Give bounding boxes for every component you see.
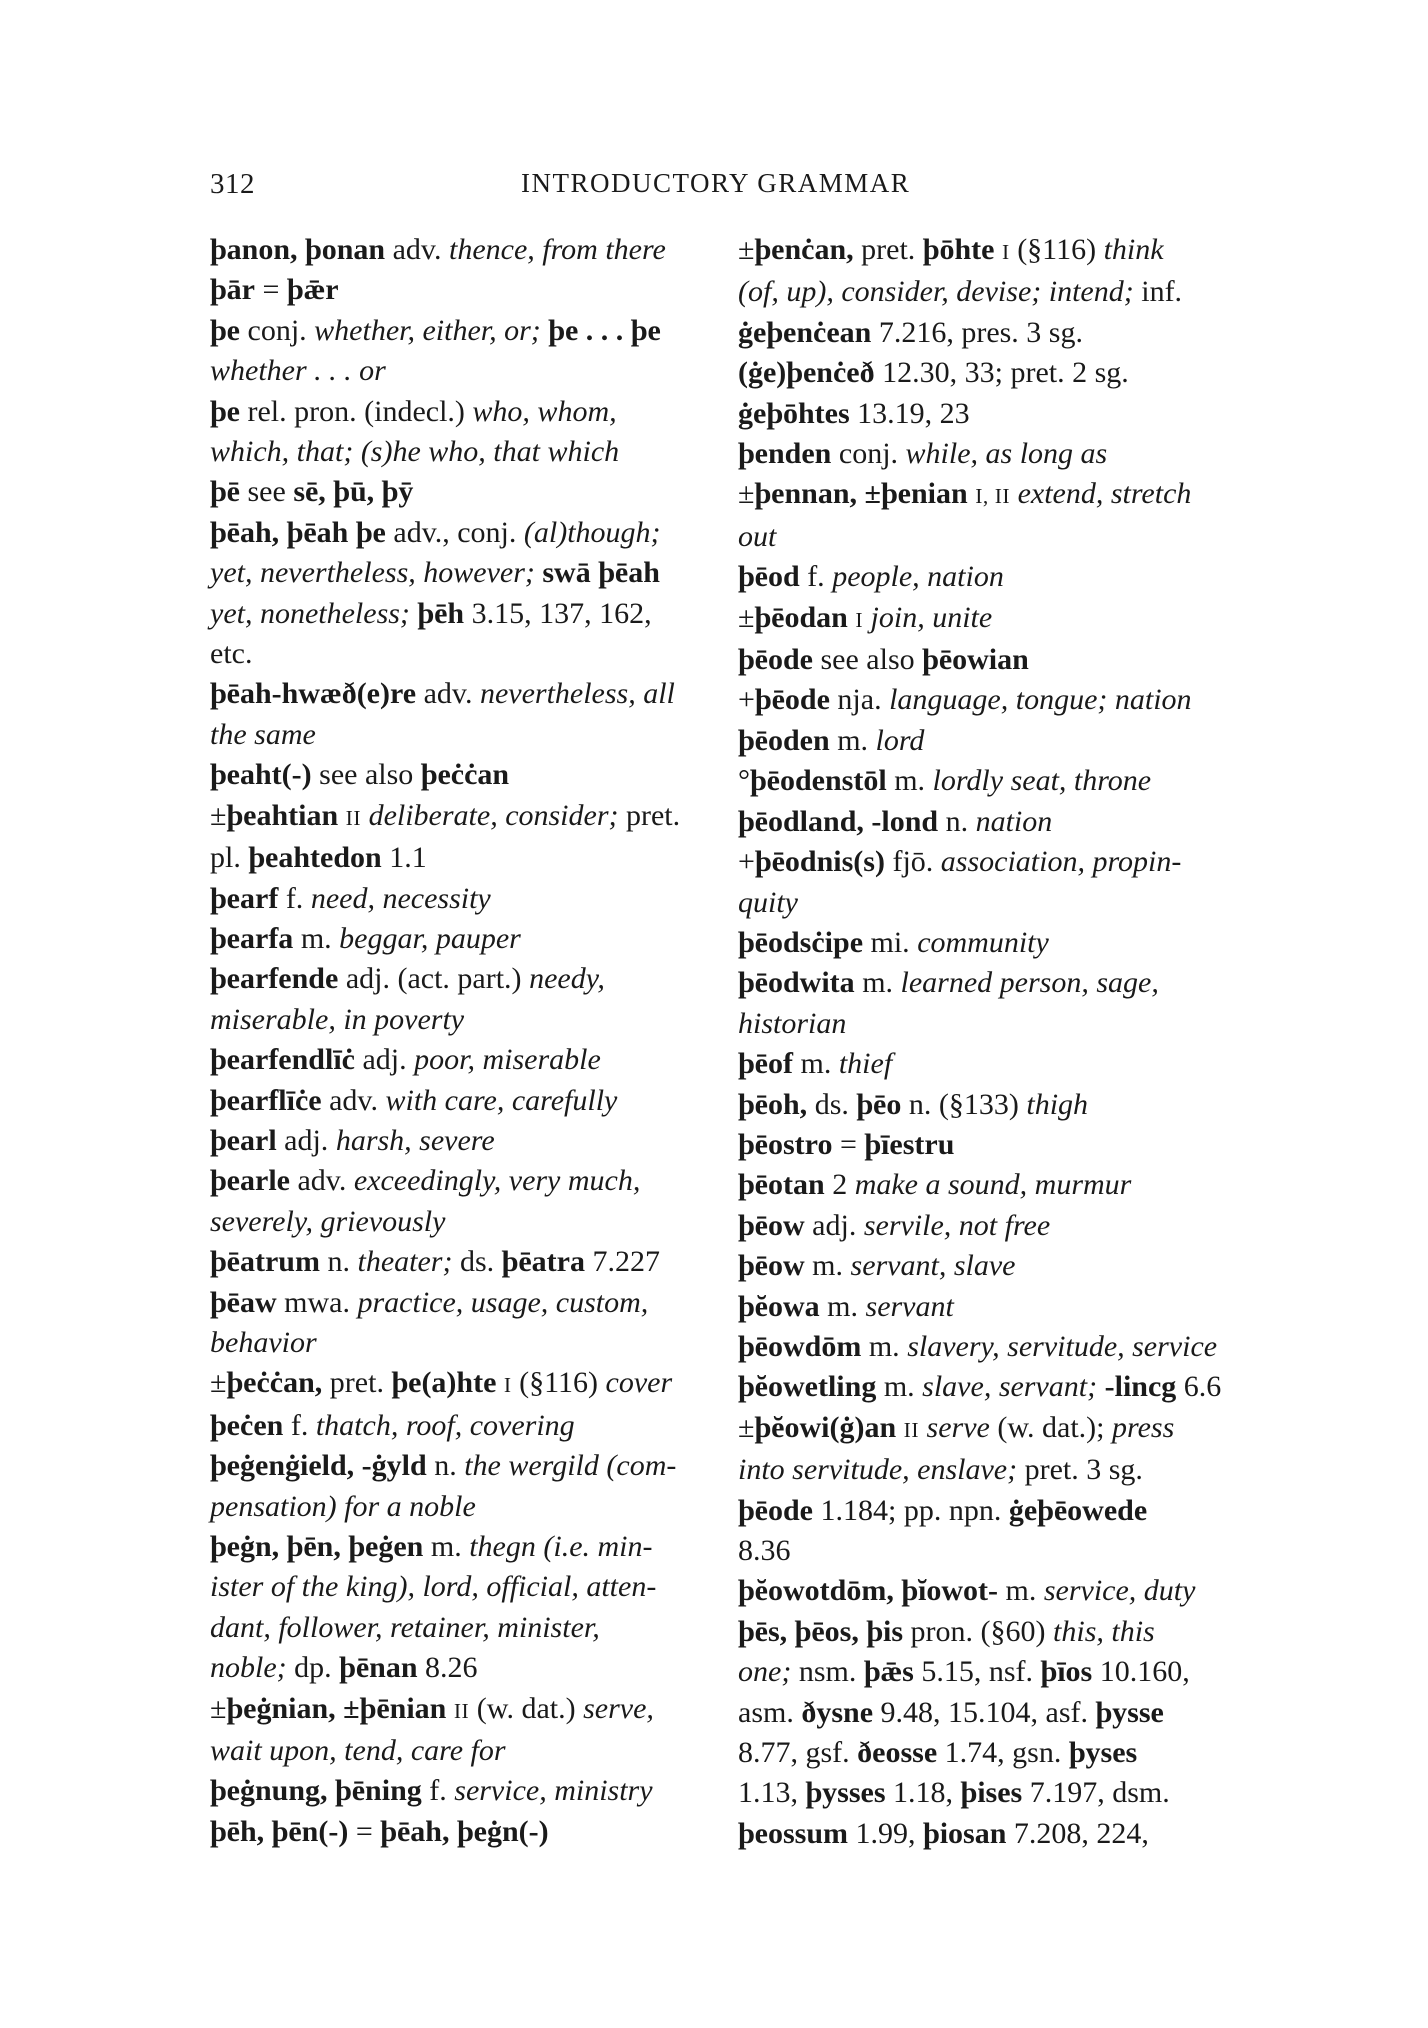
entry-line: dant, follower, retainer, minister,: [210, 1610, 600, 1644]
entry-line: þearfendlīċ adj. poor, miserable: [210, 1043, 601, 1077]
glossary-entry: [210, 1363, 735, 1405]
entry-line: þār = þǣr: [210, 273, 339, 307]
glossary-entry: [210, 919, 735, 959]
glossary-entry: [738, 230, 1253, 434]
glossary-entry: [738, 1125, 1253, 1165]
entry-line: ±þēodan I join, unite: [738, 600, 993, 634]
glossary-entry: [210, 1121, 735, 1161]
entry-line: þĕowetling m. slave, servant; -lincg 6.6: [738, 1370, 1222, 1404]
glossary-entry: [738, 1408, 1253, 1572]
entry-line: þēodsċipe mi. community: [738, 925, 1049, 959]
entry-line: þĕowa m. servant: [738, 1289, 954, 1323]
entry-line: þēostro = þīestru: [738, 1127, 955, 1161]
entry-line: þeġn, þēn, þeġen m. thegn (i.e. min-: [210, 1530, 653, 1563]
entry-line: ±þeahtian II deliberate, consider; pret.: [210, 798, 681, 832]
page-header: [0, 168, 1428, 208]
entry-line: one; nsm. þǣs 5.15, nsf. þīos 10.160,: [738, 1655, 1190, 1689]
glossary-column-right: [738, 230, 1253, 1854]
entry-line: pensation) for a noble: [210, 1489, 476, 1523]
glossary-entry: [210, 1812, 735, 1852]
entry-line: þēowdōm m. slavery, servitude, service: [738, 1329, 1218, 1363]
entry-line: þearf f. need, necessity: [210, 881, 491, 915]
entry-line: miserable, in poverty: [210, 1002, 465, 1036]
entry-line: the same: [210, 717, 316, 751]
running-head: INTRODUCTORY GRAMMAR: [521, 168, 911, 198]
entry-line: out: [738, 519, 777, 553]
glossary-entry: [210, 513, 735, 675]
entry-line: þēode 1.184; pp. npn. ġeþēowede: [738, 1493, 1148, 1527]
glossary-entry: [738, 1327, 1253, 1367]
entry-line: into servitude, enslave; pret. 3 sg.: [738, 1453, 1143, 1487]
entry-line: quity: [738, 885, 798, 919]
entry-line: +þēode nja. language, tongue; nation: [738, 683, 1192, 717]
entry-line: +þēodnis(s) fjō. association, propin-: [738, 845, 1182, 879]
glossary-entry: [738, 640, 1253, 680]
glossary-entry: [210, 1406, 735, 1446]
entry-line: þēh, þēn(-) = þēah, þeġn(-): [210, 1814, 549, 1848]
glossary-entry: [738, 1085, 1253, 1125]
entry-line: þearfa m. beggar, pauper: [210, 921, 521, 955]
entry-line: þĕowotdōm, þĭowot- m. service, duty: [738, 1574, 1196, 1608]
entry-line: þanon, þonan adv. thence, from there: [210, 233, 666, 266]
glossary-entry: [210, 472, 735, 512]
glossary-entry: [738, 557, 1253, 597]
entry-line: historian: [738, 1006, 847, 1040]
glossary-entry: [738, 434, 1253, 474]
entry-line: þē see sē, þū, þȳ: [210, 475, 414, 509]
glossary-entry: [210, 1771, 735, 1811]
entry-line: þēof m. thief: [738, 1047, 893, 1081]
glossary-entry: [738, 842, 1253, 923]
glossary-entry: [210, 1527, 735, 1689]
entry-line: ±þennan, ±þenian I, II extend, stretch: [738, 477, 1192, 511]
entry-line: ister of the king), lord, official, atten-: [210, 1570, 657, 1604]
entry-line: þēow adj. servile, not free: [738, 1208, 1051, 1242]
glossary-entry: [210, 755, 735, 795]
glossary-entry: [210, 392, 735, 473]
glossary-entry: [210, 879, 735, 919]
entry-line: þearl adj. harsh, severe: [210, 1123, 495, 1157]
entry-line: whether . . . or: [210, 354, 386, 388]
glossary-entry: [210, 1040, 735, 1080]
glossary-entry: [738, 680, 1253, 720]
entry-line: (of, up), consider, devise; intend; inf.: [738, 275, 1183, 309]
entry-line: which, that; (s)he who, that which: [210, 435, 620, 469]
entry-line: þēah-hwæð(e)re adv. nevertheless, all: [210, 677, 675, 711]
glossary-entry: [210, 1242, 735, 1282]
entry-line: þe conj. whether, either, or; þe . . . þe: [210, 313, 661, 347]
entry-line: þēotan 2 make a sound, murmur: [738, 1168, 1132, 1202]
entry-line: 8.36: [738, 1534, 791, 1567]
glossary-entry: [738, 598, 1253, 640]
glossary-entry: [210, 1283, 735, 1364]
entry-line: etc.: [210, 637, 253, 671]
entry-line: þearfende adj. (act. part.) needy,: [210, 962, 605, 996]
entry-line: 1.13, þysses 1.18, þises 7.197, dsm.: [738, 1776, 1170, 1810]
glossary-entry: [210, 1081, 735, 1121]
glossary-entry: [738, 1246, 1253, 1286]
entry-line: þearle adv. exceedingly, very much,: [210, 1164, 641, 1198]
entry-line: þeġenġield, -ġyld n. the wergild (com-: [210, 1449, 677, 1483]
entry-line: pl. þeahtedon 1.1: [210, 841, 427, 875]
glossary-entry: [738, 1206, 1253, 1246]
entry-line: ±þĕowi(ġ)an II serve (w. dat.); press: [738, 1410, 1175, 1444]
entry-line: þēatrum n. theater; ds. þēatra 7.227: [210, 1245, 660, 1279]
glossary-entry: [210, 311, 735, 392]
glossary-column-left: [210, 230, 735, 1852]
entry-line: °þēodenstōl m. lordly seat, throne: [738, 764, 1152, 798]
entry-line: þēaw mwa. practice, usage, custom,: [210, 1285, 649, 1319]
glossary-entry: [738, 923, 1253, 963]
glossary-entry: [738, 1044, 1253, 1084]
glossary-entry: [738, 802, 1253, 842]
entry-line: ±þeċċan, pret. þe(a)hte I (§116) cover: [210, 1366, 673, 1400]
glossary-entry: [738, 474, 1253, 557]
entry-line: noble; dp. þēnan 8.26: [210, 1651, 478, 1685]
entry-line: þēodland, -lond n. nation: [738, 804, 1053, 838]
glossary-entry: [738, 761, 1253, 801]
glossary-entry: [738, 1287, 1253, 1327]
glossary-entry: [210, 674, 735, 755]
entry-line: þe rel. pron. (indecl.) who, whom,: [210, 394, 617, 428]
glossary-entry: [210, 796, 735, 879]
glossary-entry: [210, 1689, 735, 1772]
entry-line: ġeþenċean 7.216, pres. 3 sg.: [738, 315, 1083, 349]
entry-line: þeġnung, þēning f. service, ministry: [210, 1774, 653, 1808]
entry-line: (ġe)þenċeð 12.30, 33; pret. 2 sg.: [738, 356, 1129, 390]
glossary-entry: [210, 1161, 735, 1242]
glossary-entry: [738, 1165, 1253, 1205]
glossary-entry: [738, 1571, 1253, 1611]
glossary-entry: [210, 270, 735, 310]
entry-line: 8.77, gsf. ðeosse 1.74, gsn. þyses: [738, 1736, 1138, 1770]
entry-line: þenden conj. while, as long as: [738, 437, 1108, 471]
page-number: 312: [210, 168, 255, 200]
entry-line: þēode see also þēowian: [738, 643, 1029, 677]
glossary-entry: [738, 1612, 1253, 1854]
entry-line: þeaht(-) see also þeċċan: [210, 758, 510, 792]
entry-line: ±þeġnian, ±þēnian II (w. dat.) serve,: [210, 1691, 654, 1725]
entry-line: þeċen f. thatch, roof, covering: [210, 1408, 575, 1442]
entry-line: þēodwita m. learned person, sage,: [738, 966, 1159, 1000]
entry-line: þēoh, ds. þēo n. (§133) thigh: [738, 1087, 1089, 1121]
entry-line: ġeþōhtes 13.19, 23: [738, 396, 970, 430]
entry-line: þeossum 1.99, þiosan 7.208, 224,: [738, 1816, 1149, 1850]
entry-line: asm. ðysne 9.48, 15.104, asf. þysse: [738, 1695, 1164, 1729]
entry-line: þēow m. servant, slave: [738, 1249, 1016, 1283]
glossary-entry: [738, 963, 1253, 1044]
glossary-entry: [210, 1446, 735, 1527]
entry-line: yet, nevertheless, however; swā þēah: [210, 556, 660, 590]
entry-line: þēs, þēos, þis pron. (§60) this, this: [738, 1614, 1155, 1648]
entry-line: þēah, þēah þe adv., conj. (al)though;: [210, 515, 661, 549]
glossary-entry: [738, 1367, 1253, 1407]
entry-line: yet, nonetheless; þēh 3.15, 137, 162,: [210, 596, 652, 630]
entry-line: behavior: [210, 1325, 317, 1359]
entry-line: þēod f. people, nation: [738, 560, 1004, 594]
entry-line: þearflīċe adv. with care, carefully: [210, 1083, 618, 1117]
glossary-entry: [210, 959, 735, 1040]
entry-line: þēoden m. lord: [738, 723, 925, 757]
entry-line: severely, grievously: [210, 1204, 446, 1238]
entry-line: ±þenċan, pret. þōhte I (§116) think: [738, 233, 1164, 266]
glossary-entry: [738, 721, 1253, 761]
glossary-entry: [210, 230, 735, 270]
entry-line: wait upon, tend, care for: [210, 1734, 506, 1768]
